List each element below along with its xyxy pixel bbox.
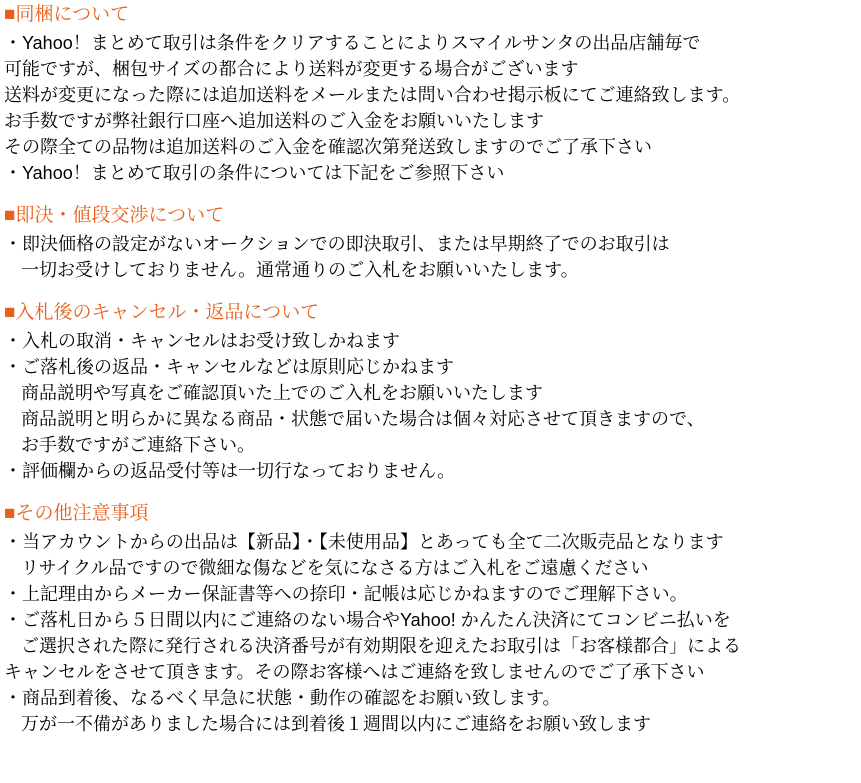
text-line: ご選択された際に発行される決済番号が有効期限を迎えたお取引は「お客様都合」による — [21, 636, 741, 656]
section-instant-buy-negotiation — [4, 203, 861, 283]
section-cancel-return — [4, 300, 861, 484]
text-line: ・即決価格の設定がないオークションでの即決取引、または早期終了でのお取引は — [4, 234, 670, 254]
text-line: 商品説明や写真をご確認頂いた上でのご入札をお願いいたします — [21, 383, 543, 403]
text-line: 一切お受けしておりません。通常通りのご入札をお願いいたします。 — [21, 260, 579, 280]
text-line: ・ご落札後の返品・キャンセルなどは原則応じかねます — [4, 357, 454, 377]
text-line: 商品説明と明らかに異なる商品・状態で届いた場合は個々対応させて頂きますので、 — [21, 409, 705, 429]
text-line: ・Yahoo！まとめて取引の条件については下記をご参照下さい — [4, 163, 505, 183]
text-line: ・ご落札日から５日間以内にご連絡のない場合やYahoo! かんたん決済にてコンビニ払いを — [4, 610, 731, 630]
section-heading: ■その他注意事項 — [4, 503, 149, 524]
text-line: ・当アカウントからの出品は【新品】・【未使用品】とあっても全て二次販売品となります — [4, 532, 724, 552]
text-line: 送料が変更になった際には追加送料をメールまたは問い合わせ掲示板にてご連絡致します。 — [4, 85, 741, 105]
section-heading: ■同梱について — [4, 4, 130, 25]
text-line: ・Yahoo！まとめて取引は条件をクリアすることによりスマイルサンタの出品店舗毎で — [4, 33, 701, 53]
text-line: ・上記理由からメーカー保証書等への捺印・記帳は応じかねますのでご理解下さい。 — [4, 584, 688, 604]
text-line: お手数ですが弊社銀行口座へ追加送料のご入金をお願いいたします — [4, 111, 544, 131]
text-line: ・入札の取消・キャンセルはお受け致しかねます — [4, 331, 400, 351]
section-shipping-bundle — [4, 2, 861, 186]
text-line: ・評価欄からの返品受付等は一切行なっておりません。 — [4, 461, 456, 481]
text-line: その際全ての品物は追加送料のご入金を確認次第発送致しますのでご了承下さい — [4, 137, 652, 157]
text-line: 万が一不備がありました場合には到着後１週間以内にご連絡をお願い致します — [21, 714, 651, 734]
section-other-notes — [4, 501, 861, 737]
text-line: お手数ですがご連絡下さい。 — [21, 435, 255, 455]
text-line: ・商品到着後、なるべく早急に状態・動作の確認をお願い致します。 — [4, 688, 561, 708]
text-line: リサイクル品ですので微細な傷などを気になさる方はご入札をご遠慮ください — [21, 558, 649, 578]
text-line: 可能ですが、梱包サイズの都合により送料が変更する場合がございます — [4, 59, 579, 79]
section-heading: ■即決・値段交渉について — [4, 205, 225, 226]
section-heading: ■入札後のキャンセル・返品について — [4, 302, 320, 323]
text-line: キャンセルをさせて頂きます。その際お客様へはご連絡を致しませんのでご了承下さい — [4, 662, 705, 682]
